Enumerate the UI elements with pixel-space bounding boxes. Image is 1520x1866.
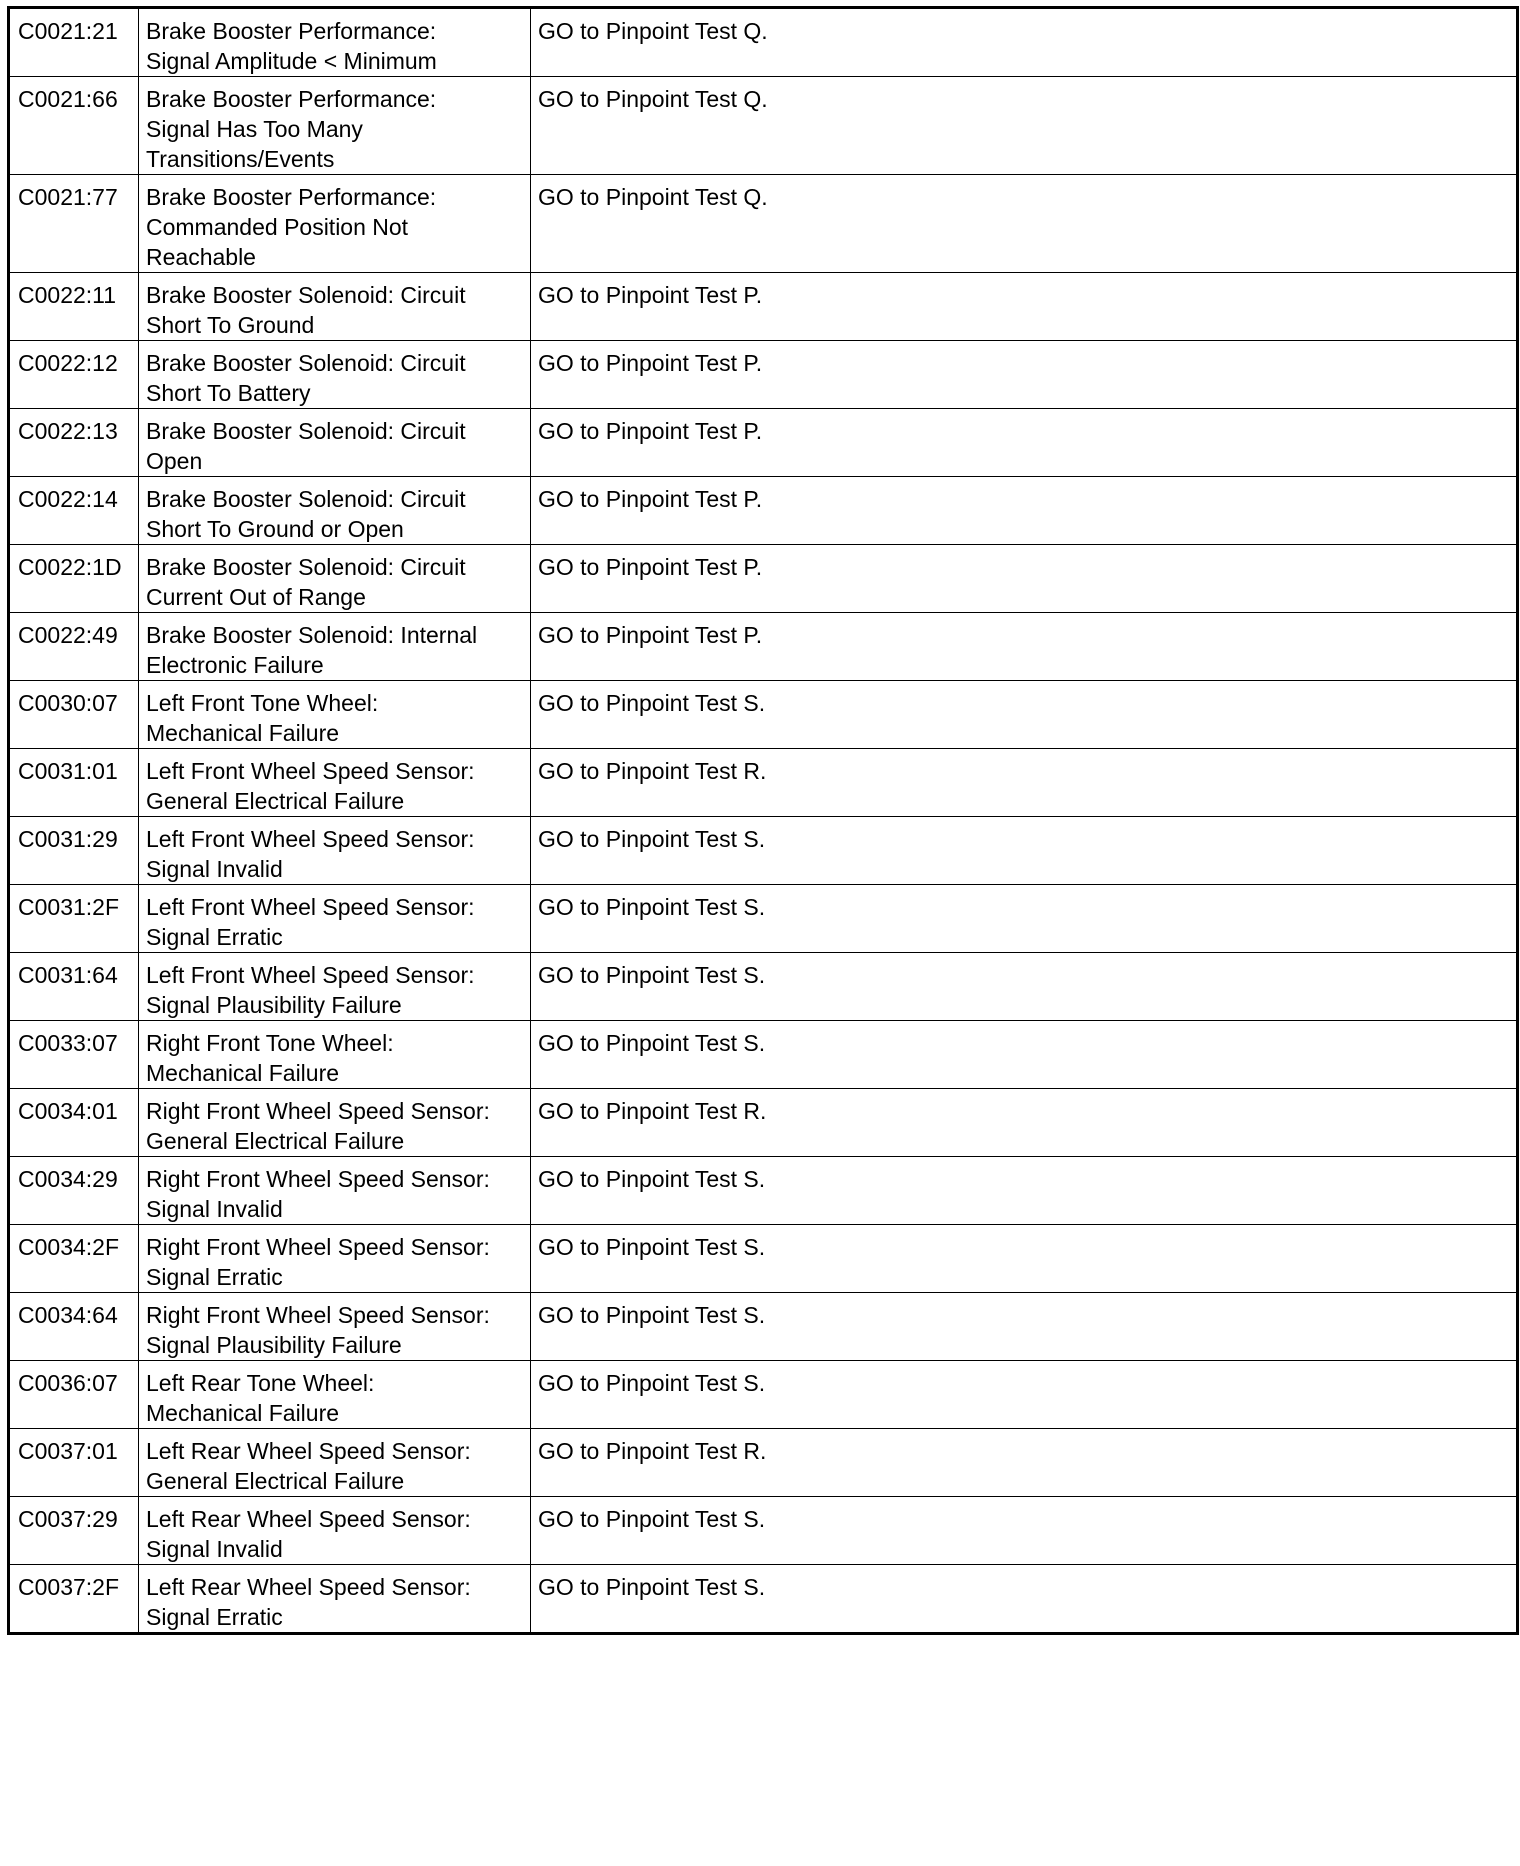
dtc-description-line: Left Rear Wheel Speed Sensor: bbox=[146, 1506, 471, 1532]
dtc-description bbox=[139, 341, 531, 409]
table-row bbox=[9, 1089, 1518, 1157]
dtc-action: GO to Pinpoint Test Q. bbox=[531, 8, 1518, 77]
dtc-action: GO to Pinpoint Test R. bbox=[531, 1429, 1518, 1497]
dtc-description-line: General Electrical Failure bbox=[146, 1468, 405, 1494]
table-row bbox=[9, 885, 1518, 953]
dtc-table bbox=[7, 6, 1519, 1635]
dtc-code: C0031:01 bbox=[9, 749, 139, 817]
dtc-description-line: Left Rear Wheel Speed Sensor: bbox=[146, 1438, 471, 1464]
dtc-code: C0022:49 bbox=[9, 613, 139, 681]
dtc-description bbox=[139, 273, 531, 341]
dtc-description-line: Signal Erratic bbox=[146, 1604, 283, 1630]
dtc-code: C0021:77 bbox=[9, 175, 139, 273]
dtc-table-body bbox=[9, 8, 1518, 1634]
table-row bbox=[9, 1293, 1518, 1361]
table-row bbox=[9, 273, 1518, 341]
dtc-description bbox=[139, 477, 531, 545]
dtc-action: GO to Pinpoint Test S. bbox=[531, 1497, 1518, 1565]
dtc-description bbox=[139, 817, 531, 885]
table-row bbox=[9, 1429, 1518, 1497]
dtc-action: GO to Pinpoint Test P. bbox=[531, 341, 1518, 409]
dtc-description-line: Commanded Position Not bbox=[146, 214, 409, 240]
dtc-description bbox=[139, 409, 531, 477]
dtc-description-line: Electronic Failure bbox=[146, 652, 324, 678]
dtc-code: C0034:29 bbox=[9, 1157, 139, 1225]
dtc-action: GO to Pinpoint Test P. bbox=[531, 613, 1518, 681]
dtc-action: GO to Pinpoint Test S. bbox=[531, 817, 1518, 885]
dtc-description-line: Left Front Wheel Speed Sensor: bbox=[146, 962, 475, 988]
dtc-code: C0036:07 bbox=[9, 1361, 139, 1429]
dtc-description-line: Signal Erratic bbox=[146, 1264, 283, 1290]
dtc-description bbox=[139, 545, 531, 613]
dtc-description-line: Signal Amplitude < Minimum bbox=[146, 48, 437, 74]
table-row bbox=[9, 545, 1518, 613]
table-row bbox=[9, 1157, 1518, 1225]
dtc-action: GO to Pinpoint Test S. bbox=[531, 1565, 1518, 1634]
dtc-description-line: Brake Booster Solenoid: Circuit bbox=[146, 554, 466, 580]
dtc-description bbox=[139, 1361, 531, 1429]
table-row bbox=[9, 77, 1518, 175]
dtc-code: C0022:14 bbox=[9, 477, 139, 545]
dtc-code: C0037:29 bbox=[9, 1497, 139, 1565]
dtc-description-line: Signal Invalid bbox=[146, 1196, 283, 1222]
dtc-description-line: Short To Ground or Open bbox=[146, 516, 404, 542]
table-row bbox=[9, 341, 1518, 409]
dtc-description-line: Right Front Tone Wheel: bbox=[146, 1030, 394, 1056]
table-row bbox=[9, 749, 1518, 817]
dtc-description-line: Right Front Wheel Speed Sensor: bbox=[146, 1098, 490, 1124]
dtc-description bbox=[139, 1293, 531, 1361]
dtc-description-line: Mechanical Failure bbox=[146, 1400, 340, 1426]
dtc-code: C0030:07 bbox=[9, 681, 139, 749]
dtc-code: C0022:13 bbox=[9, 409, 139, 477]
table-row bbox=[9, 1497, 1518, 1565]
dtc-description bbox=[139, 749, 531, 817]
dtc-action: GO to Pinpoint Test S. bbox=[531, 1021, 1518, 1089]
dtc-code: C0022:11 bbox=[9, 273, 139, 341]
dtc-description-line: Reachable bbox=[146, 244, 256, 270]
dtc-description-line: Left Front Tone Wheel: bbox=[146, 690, 379, 716]
dtc-description-line: Signal Plausibility Failure bbox=[146, 1332, 402, 1358]
dtc-code: C0037:2F bbox=[9, 1565, 139, 1634]
dtc-description-line: Brake Booster Solenoid: Internal bbox=[146, 622, 478, 648]
dtc-description-line: Signal Erratic bbox=[146, 924, 283, 950]
dtc-action: GO to Pinpoint Test P. bbox=[531, 477, 1518, 545]
dtc-action: GO to Pinpoint Test P. bbox=[531, 545, 1518, 613]
dtc-description-line: Left Front Wheel Speed Sensor: bbox=[146, 758, 475, 784]
dtc-description bbox=[139, 1021, 531, 1089]
dtc-description-line: Mechanical Failure bbox=[146, 720, 340, 746]
dtc-description bbox=[139, 1497, 531, 1565]
dtc-description-line: General Electrical Failure bbox=[146, 1128, 405, 1154]
table-row bbox=[9, 477, 1518, 545]
dtc-code: C0034:2F bbox=[9, 1225, 139, 1293]
dtc-description-line: Short To Ground bbox=[146, 312, 315, 338]
dtc-code: C0034:64 bbox=[9, 1293, 139, 1361]
dtc-description-line: Current Out of Range bbox=[146, 584, 366, 610]
dtc-code: C0031:29 bbox=[9, 817, 139, 885]
dtc-description-line: Mechanical Failure bbox=[146, 1060, 340, 1086]
dtc-description bbox=[139, 1157, 531, 1225]
table-row bbox=[9, 1021, 1518, 1089]
table-row bbox=[9, 613, 1518, 681]
table-row bbox=[9, 953, 1518, 1021]
dtc-description bbox=[139, 1225, 531, 1293]
dtc-description bbox=[139, 613, 531, 681]
dtc-description-line: Signal Invalid bbox=[146, 856, 283, 882]
dtc-description-line: Brake Booster Performance: bbox=[146, 86, 437, 112]
dtc-code: C0021:66 bbox=[9, 77, 139, 175]
dtc-description-line: Open bbox=[146, 448, 203, 474]
dtc-action: GO to Pinpoint Test P. bbox=[531, 273, 1518, 341]
dtc-action: GO to Pinpoint Test S. bbox=[531, 1157, 1518, 1225]
dtc-description-line: Left Rear Tone Wheel: bbox=[146, 1370, 375, 1396]
dtc-description-line: Right Front Wheel Speed Sensor: bbox=[146, 1166, 490, 1192]
dtc-action: GO to Pinpoint Test S. bbox=[531, 953, 1518, 1021]
dtc-code: C0022:12 bbox=[9, 341, 139, 409]
table-row bbox=[9, 1225, 1518, 1293]
table-row bbox=[9, 175, 1518, 273]
table-row bbox=[9, 1565, 1518, 1634]
dtc-description bbox=[139, 681, 531, 749]
dtc-description bbox=[139, 953, 531, 1021]
dtc-action: GO to Pinpoint Test S. bbox=[531, 1361, 1518, 1429]
dtc-code: C0031:64 bbox=[9, 953, 139, 1021]
dtc-action: GO to Pinpoint Test R. bbox=[531, 1089, 1518, 1157]
dtc-action: GO to Pinpoint Test R. bbox=[531, 749, 1518, 817]
table-row bbox=[9, 681, 1518, 749]
dtc-description-line: Brake Booster Solenoid: Circuit bbox=[146, 282, 466, 308]
dtc-action: GO to Pinpoint Test Q. bbox=[531, 175, 1518, 273]
dtc-description-line: Signal Invalid bbox=[146, 1536, 283, 1562]
dtc-code: C0033:07 bbox=[9, 1021, 139, 1089]
dtc-description bbox=[139, 1565, 531, 1634]
dtc-description-line: Left Rear Wheel Speed Sensor: bbox=[146, 1574, 471, 1600]
dtc-action: GO to Pinpoint Test S. bbox=[531, 1225, 1518, 1293]
table-row bbox=[9, 8, 1518, 77]
table-row bbox=[9, 1361, 1518, 1429]
dtc-description bbox=[139, 885, 531, 953]
dtc-action: GO to Pinpoint Test Q. bbox=[531, 77, 1518, 175]
dtc-description-line: Brake Booster Performance: bbox=[146, 18, 437, 44]
dtc-code: C0037:01 bbox=[9, 1429, 139, 1497]
dtc-description bbox=[139, 1429, 531, 1497]
dtc-description-line: Left Front Wheel Speed Sensor: bbox=[146, 826, 475, 852]
dtc-description-line: General Electrical Failure bbox=[146, 788, 405, 814]
dtc-description-line: Brake Booster Solenoid: Circuit bbox=[146, 418, 466, 444]
dtc-description bbox=[139, 77, 531, 175]
dtc-code: C0021:21 bbox=[9, 8, 139, 77]
dtc-description-line: Signal Has Too Many bbox=[146, 116, 363, 142]
dtc-description-line: Signal Plausibility Failure bbox=[146, 992, 402, 1018]
dtc-action: GO to Pinpoint Test S. bbox=[531, 885, 1518, 953]
dtc-action: GO to Pinpoint Test S. bbox=[531, 1293, 1518, 1361]
dtc-description-line: Left Front Wheel Speed Sensor: bbox=[146, 894, 475, 920]
dtc-description-line: Transitions/Events bbox=[146, 146, 335, 172]
dtc-code: C0022:1D bbox=[9, 545, 139, 613]
dtc-description-line: Brake Booster Solenoid: Circuit bbox=[146, 350, 466, 376]
dtc-description bbox=[139, 8, 531, 77]
dtc-action: GO to Pinpoint Test S. bbox=[531, 681, 1518, 749]
dtc-description-line: Right Front Wheel Speed Sensor: bbox=[146, 1234, 490, 1260]
dtc-description-line: Brake Booster Solenoid: Circuit bbox=[146, 486, 466, 512]
dtc-description-line: Right Front Wheel Speed Sensor: bbox=[146, 1302, 490, 1328]
dtc-description-line: Brake Booster Performance: bbox=[146, 184, 437, 210]
dtc-code: C0031:2F bbox=[9, 885, 139, 953]
table-row bbox=[9, 409, 1518, 477]
table-row bbox=[9, 817, 1518, 885]
dtc-action: GO to Pinpoint Test P. bbox=[531, 409, 1518, 477]
dtc-description-line: Short To Battery bbox=[146, 380, 311, 406]
dtc-description bbox=[139, 1089, 531, 1157]
dtc-description bbox=[139, 175, 531, 273]
dtc-code: C0034:01 bbox=[9, 1089, 139, 1157]
